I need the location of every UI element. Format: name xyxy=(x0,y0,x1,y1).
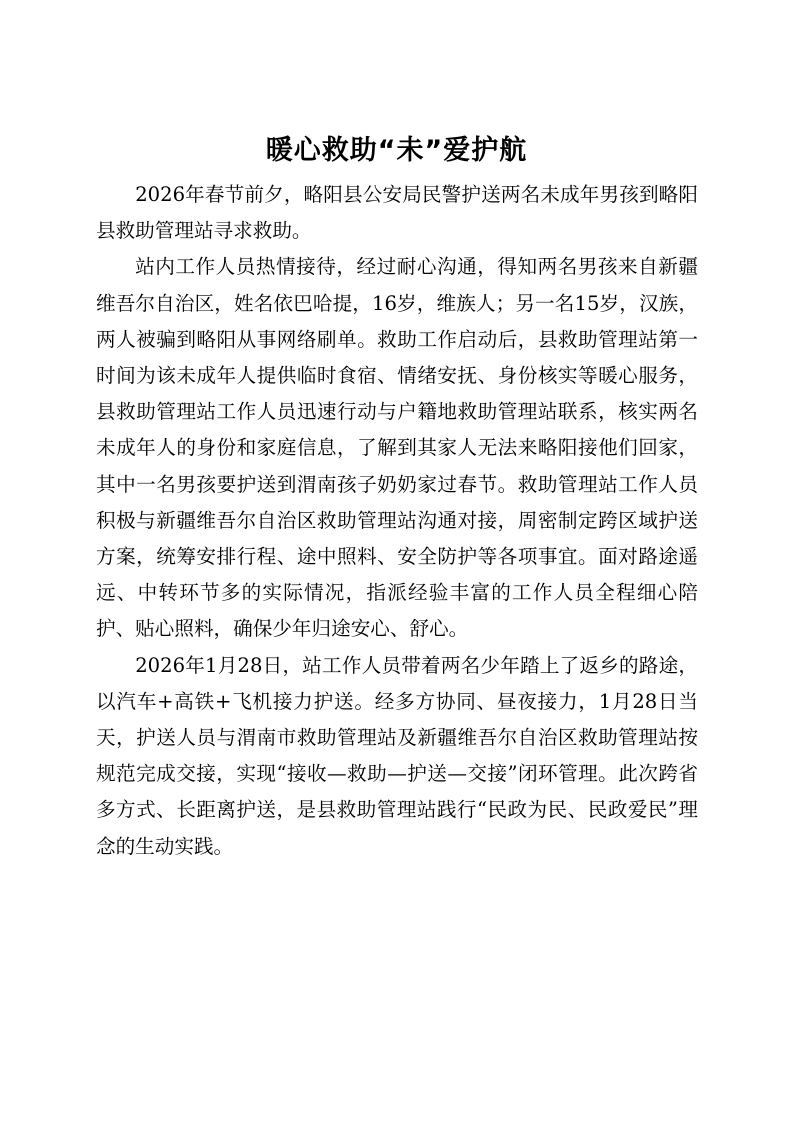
document-title: 暖心救助“未”爱护航 xyxy=(265,135,528,166)
paragraph-3: 2026年1月28日，站工作人员带着两名少年踏上了返乡的路途，以汽车+高铁+飞机接力护送。经多方协同、昼夜接力，1月28日当天，护送人员与渭南市救助管理站及新疆维吾尔自治区救助管理站按规范完成交接，实现“接收—救助—护送—交接”闭环管理。此次跨省多方式、长距离护送，是县救助管理站践行“民政为民、民政爱民”理念的生动实践。 xyxy=(96,653,698,858)
document-body xyxy=(96,177,698,865)
paragraph-1: 2026年春节前夕，略阳县公安局民警护送两名未成年男孩到略阳县救助管理站寻求救助。 xyxy=(96,183,698,243)
paragraph-2: 站内工作人员热情接待，经过耐心沟通，得知两名男孩来自新疆维吾尔自治区，姓名依巴哈提，16岁，维族人；另一名15岁，汉族，两人被骗到略阳从事网络刷单。救助工作启动后，县救助管理站第一时间为该未成年人提供临时食宿、情绪安抚、身份核实等暖心服务，县救助管理站工作人员迅速行动与户籍地救助管理站联系，核实两名未成年人的身份和家庭信息，了解到其家人无法来略阳接他们回家，其中一名男孩要护送到渭南孩子奶奶家过春节。救助管理站工作人员积极与新疆维吾尔自治区救助管理站沟通对接，周密制定跨区域护送方案，统筹安排行程、途中照料、安全防护等各项事宜。面对路途遥远、中转环节多的实际情况，指派经验丰富的工作人员全程细心陪护、贴心照料，确保少年归途安心、舒心。 xyxy=(96,255,698,641)
